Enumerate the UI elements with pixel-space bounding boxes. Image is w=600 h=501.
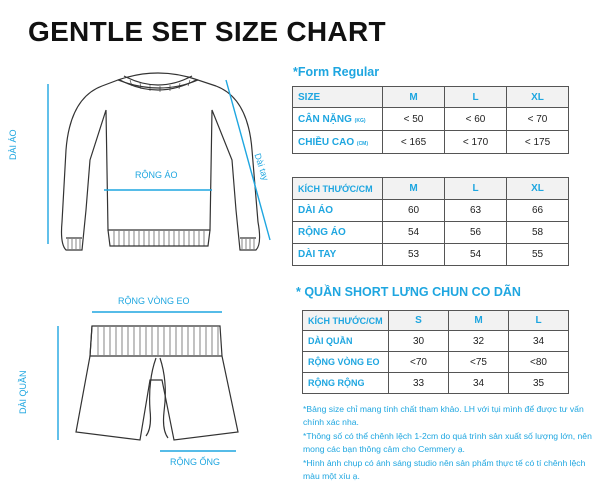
table-header-cell: L (445, 87, 507, 108)
unit-label: (KG) (354, 117, 366, 124)
table-row (293, 200, 569, 222)
sweater-sleeve-label: Dài tay (252, 152, 271, 182)
row-label (293, 108, 383, 131)
table-cell: 33 (389, 373, 449, 394)
table-cell: 58 (507, 222, 569, 244)
table-cell: 54 (445, 244, 507, 266)
shorts-title: * QUẦN SHORT LƯNG CHUN CO DÃN (296, 285, 521, 299)
table-cell: < 60 (445, 108, 507, 131)
table-cell: 66 (507, 200, 569, 222)
shorts-leg-label: RỘNG ỐNG (170, 457, 221, 467)
table-row (293, 244, 569, 266)
size-table (292, 86, 569, 154)
table-row (303, 352, 569, 373)
table-header-cell: XL (507, 178, 569, 200)
row-label-text: CÂN NẶNG (298, 113, 352, 125)
table-row (293, 131, 569, 154)
table-header-cell: L (445, 178, 507, 200)
table-cell: 60 (383, 200, 445, 222)
measure-table (292, 177, 569, 266)
table-cell: <80 (509, 352, 569, 373)
form-title: *Form Regular (293, 65, 380, 79)
table-cell: 34 (509, 331, 569, 352)
table-header-cell: M (449, 311, 509, 331)
table-row (303, 331, 569, 352)
table-row (293, 108, 569, 131)
shorts-length-label: DÀI QUẦN (18, 370, 28, 414)
row-label (293, 131, 383, 154)
table-header-row (293, 178, 569, 200)
table-header-cell: KÍCH THƯỚC/CM (303, 311, 389, 331)
table-header-cell: SIZE (293, 87, 383, 108)
table-header-cell: M (383, 87, 445, 108)
sweater-width-label: RỘNG ÁO (135, 170, 178, 180)
table-cell: 63 (445, 200, 507, 222)
shorts-table (302, 310, 569, 394)
row-label: RỘNG ÁO (293, 222, 383, 244)
table-header-cell: M (383, 178, 445, 200)
table-header-cell: XL (507, 87, 569, 108)
table-cell: < 50 (383, 108, 445, 131)
table-cell: < 70 (507, 108, 569, 131)
row-label: DÀI TAY (293, 244, 383, 266)
table-cell: < 175 (507, 131, 569, 154)
table-cell: 34 (449, 373, 509, 394)
table-cell: <70 (389, 352, 449, 373)
table-cell: 56 (445, 222, 507, 244)
note-item: *Hình ảnh chụp có ánh sáng studio nên sản phẩm thực tế có tí chênh lệch màu một xíu ạ. (303, 458, 586, 481)
note-item: *Thông số có thể chênh lệch 1-2cm do quá trình sản xuất số lượng lớn, nên mong các bạn thông cảm cho Cemmery ạ. (303, 431, 592, 454)
row-label: DÀI QUẦN (303, 331, 389, 352)
table-row (303, 373, 569, 394)
notes (303, 403, 595, 485)
page-title: GENTLE SET SIZE CHART (28, 16, 386, 47)
table-row (293, 222, 569, 244)
table-header-row (303, 311, 569, 331)
note-item: *Bảng size chỉ mang tính chất tham khảo. LH với tụi mình để được tư vấn chính xác nha. (303, 404, 584, 427)
table-cell: <75 (449, 352, 509, 373)
table-header-row (293, 87, 569, 108)
table-header-cell: L (509, 311, 569, 331)
table-cell: 53 (383, 244, 445, 266)
unit-label: (CM) (356, 140, 369, 147)
table-cell: 35 (509, 373, 569, 394)
table-cell: < 170 (445, 131, 507, 154)
row-label: DÀI ÁO (293, 200, 383, 222)
row-label: RỘNG VÒNG EO (303, 352, 389, 373)
table-cell: 55 (507, 244, 569, 266)
table-cell: < 165 (383, 131, 445, 154)
shorts-waist-label: RỘNG VÒNG EO (118, 296, 190, 306)
table-header-cell: KÍCH THƯỚC/CM (293, 178, 383, 200)
table-cell: 54 (383, 222, 445, 244)
row-label-text: CHIỀU CAO (298, 136, 355, 148)
table-header-cell: S (389, 311, 449, 331)
table-cell: 30 (389, 331, 449, 352)
table-cell: 32 (449, 331, 509, 352)
sweater-length-label: DÀI ÁO (8, 129, 18, 160)
row-label: RỘNG RỘNG (303, 373, 389, 394)
